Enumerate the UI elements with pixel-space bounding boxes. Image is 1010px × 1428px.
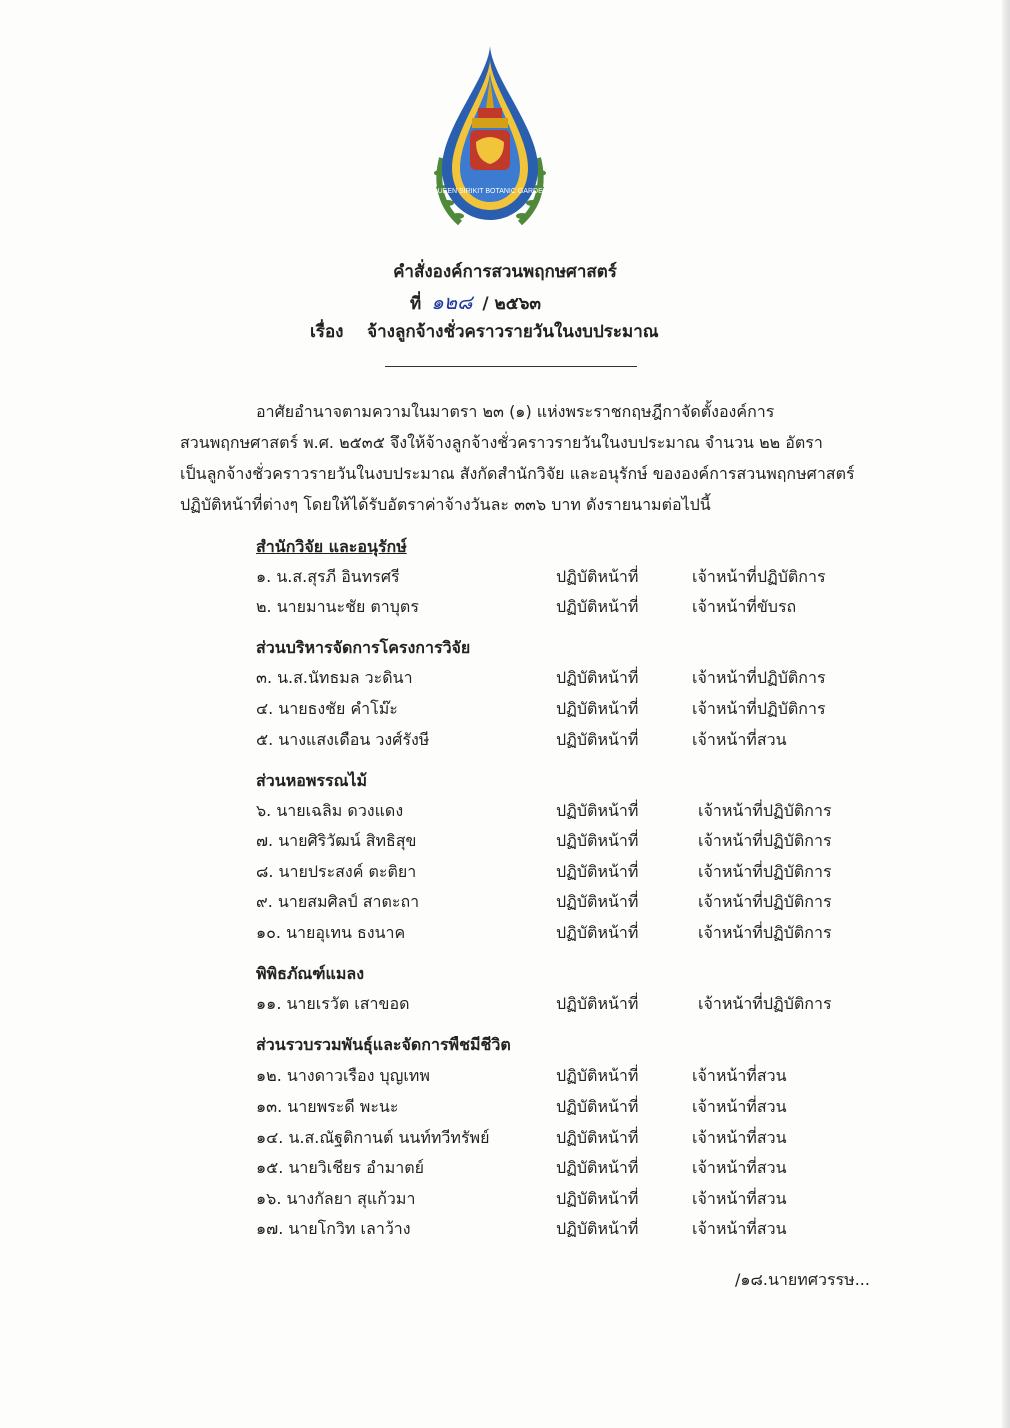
employee-name: ๑๕. นายวิเชียร อำมาตย์ [256, 1158, 424, 1177]
employee-row [256, 1217, 876, 1241]
employee-position: เจ้าหน้าที่สวน [692, 730, 787, 749]
order-subject [310, 318, 810, 345]
employee-position: เจ้าหน้าที่สวน [692, 1066, 787, 1085]
employee-duty: ปฏิบัติหน้าที่ [556, 1158, 639, 1177]
employee-row [256, 666, 876, 690]
employee-position: เจ้าหน้าที่ปฏิบัติการ [698, 923, 832, 942]
order-number-handwritten: ๑๒๘ [431, 290, 473, 314]
section-title: ส่วนรวบรวมพันธุ์และจัดการพืชมีชีวิต [256, 1035, 511, 1054]
header-divider [385, 366, 637, 367]
employee-position: เจ้าหน้าที่ปฏิบัติการ [698, 862, 832, 881]
employee-duty: ปฏิบัติหน้าที่ [556, 892, 639, 911]
employee-name: ๑๑. นายเรวัต เสาขอด [256, 994, 410, 1013]
section-title: สำนักวิจัย และอนุรักษ์ [256, 537, 407, 556]
employee-position: เจ้าหน้าที่ปฏิบัติการ [698, 831, 832, 850]
employee-row [256, 565, 876, 589]
employee-name: ๘. นายประสงค์ ตะติยา [256, 862, 417, 881]
employee-name: ๒. นายมานะชัย ตาบุตร [256, 597, 419, 616]
employee-name: ๑๔. น.ส.ณัฐติกานต์ นนท์ทวีทรัพย์ [256, 1128, 490, 1147]
employee-duty: ปฏิบัติหน้าที่ [556, 1066, 639, 1085]
employee-duty: ปฏิบัติหน้าที่ [556, 699, 639, 718]
employee-row [256, 728, 876, 752]
employee-position: เจ้าหน้าที่สวน [692, 1158, 787, 1177]
employee-name: ๑๒. นางดาวเรือง บุญเทพ [256, 1066, 430, 1085]
employee-name: ๑๓. นายพระดี พะนะ [256, 1097, 399, 1116]
employee-duty: ปฏิบัติหน้าที่ [556, 862, 639, 881]
paragraph-line: เป็นลูกจ้างชั่วคราวรายวันในงบประมาณ สังกัดสำนักวิจัย และอนุรักษ์ ขององค์การสวนพฤกษศาสตร์ [180, 464, 855, 483]
employee-row [256, 921, 876, 945]
employee-row [256, 799, 876, 823]
employee-position: เจ้าหน้าที่ขับรถ [692, 597, 797, 616]
order-title: คำสั่งองค์การสวนพฤกษศาสตร์ [393, 262, 617, 282]
employee-position: เจ้าหน้าที่ปฏิบัติการ [698, 801, 832, 820]
queen-sirikit-botanic-garden-logo [420, 38, 560, 238]
employee-duty: ปฏิบัติหน้าที่ [556, 597, 639, 616]
employee-duty: ปฏิบัติหน้าที่ [556, 730, 639, 749]
paragraph-line: สวนพฤกษศาสตร์ พ.ศ. ๒๕๓๕ จึงให้จ้างลูกจ้างชั่วคราวรายวันในงบประมาณ จำนวน ๒๒ อัตรา [180, 433, 823, 452]
employee-name: ๑๖. นางกัลยา สุแก้วมา [256, 1189, 416, 1208]
employee-position: เจ้าหน้าที่สวน [692, 1219, 787, 1238]
employee-position: เจ้าหน้าที่ปฏิบัติการ [692, 699, 826, 718]
employee-position: เจ้าหน้าที่ปฏิบัติการ [698, 892, 832, 911]
order-number [410, 286, 630, 318]
employee-position: เจ้าหน้าที่ปฏิบัติการ [692, 567, 826, 586]
employee-position: เจ้าหน้าที่ปฏิบัติการ [698, 994, 832, 1013]
employee-row [256, 595, 876, 619]
employee-duty: ปฏิบัติหน้าที่ [556, 831, 639, 850]
employee-name: ๔. นายธงชัย คำโม๊ะ [256, 699, 398, 718]
employee-row [256, 1095, 876, 1119]
section-title: ส่วนหอพรรณไม้ [256, 771, 368, 790]
employee-name: ๗. นายศิริวัฒน์ สิทธิสุข [256, 831, 417, 850]
employee-name: ๕. นางแสงเดือน วงศ์รังษี [256, 730, 430, 749]
page-continuation: /๑๘.นายทศวรรษ... [735, 1270, 870, 1289]
section-title: ส่วนบริหารจัดการโครงการวิจัย [256, 638, 471, 657]
employee-row [256, 890, 876, 914]
subject-text: จ้างลูกจ้างชั่วคราวรายวันในงบประมาณ [367, 322, 659, 342]
employee-row [256, 860, 876, 884]
employee-row [256, 1156, 876, 1180]
employee-name: ๓. น.ส.นัทธมล วะดินา [256, 668, 413, 687]
employee-position: เจ้าหน้าที่สวน [692, 1128, 787, 1147]
employee-name: ๙. นายสมศิลป์ สาตะถา [256, 892, 420, 911]
employee-duty: ปฏิบัติหน้าที่ [556, 1128, 639, 1147]
subject-label: เรื่อง [310, 322, 344, 342]
order-number-prefix: ที่ [410, 294, 422, 314]
employee-name: ๑. น.ส.สุรภี อินทรศรี [256, 567, 400, 586]
employee-duty: ปฏิบัติหน้าที่ [556, 1189, 639, 1208]
employee-row [256, 1187, 876, 1211]
employee-duty: ปฏิบัติหน้าที่ [556, 1219, 639, 1238]
employee-position: เจ้าหน้าที่สวน [692, 1189, 787, 1208]
employee-position: เจ้าหน้าที่สวน [692, 1097, 787, 1116]
section-title: พิพิธภัณฑ์แมลง [256, 964, 365, 983]
page-edge-shadow [1002, 0, 1010, 1428]
employee-duty: ปฏิบัติหน้าที่ [556, 567, 639, 586]
employee-name: ๑๗. นายโกวิท เลาว้าง [256, 1219, 411, 1238]
employee-row [256, 1126, 876, 1150]
employee-duty: ปฏิบัติหน้าที่ [556, 994, 639, 1013]
employee-row [256, 697, 876, 721]
employee-name: ๖. นายเฉลิม ดวงแดง [256, 801, 404, 820]
logo-text: QUEEN SIRIKIT BOTANIC GARDEN [432, 188, 548, 195]
order-number-suffix: / ๒๕๖๓ [482, 294, 541, 314]
employee-row [256, 992, 876, 1016]
paragraph-line: อาศัยอำนาจตามความในมาตรา ๒๓ (๑) แห่งพระราชกฤษฎีกาจัดตั้งองค์การ [256, 402, 775, 421]
employee-row [256, 829, 876, 853]
paragraph-line: ปฏิบัติหน้าที่ต่างๆ โดยให้ได้รับอัตราค่าจ้างวันละ ๓๓๖ บาท ดังรายนามต่อไปนี้ [180, 495, 711, 514]
employee-position: เจ้าหน้าที่ปฏิบัติการ [692, 668, 826, 687]
employee-name: ๑๐. นายอุเทน ธงนาค [256, 923, 406, 942]
employee-duty: ปฏิบัติหน้าที่ [556, 668, 639, 687]
employee-duty: ปฏิบัติหน้าที่ [556, 801, 639, 820]
employee-duty: ปฏิบัติหน้าที่ [556, 923, 639, 942]
employee-duty: ปฏิบัติหน้าที่ [556, 1097, 639, 1116]
employee-row [256, 1064, 876, 1088]
